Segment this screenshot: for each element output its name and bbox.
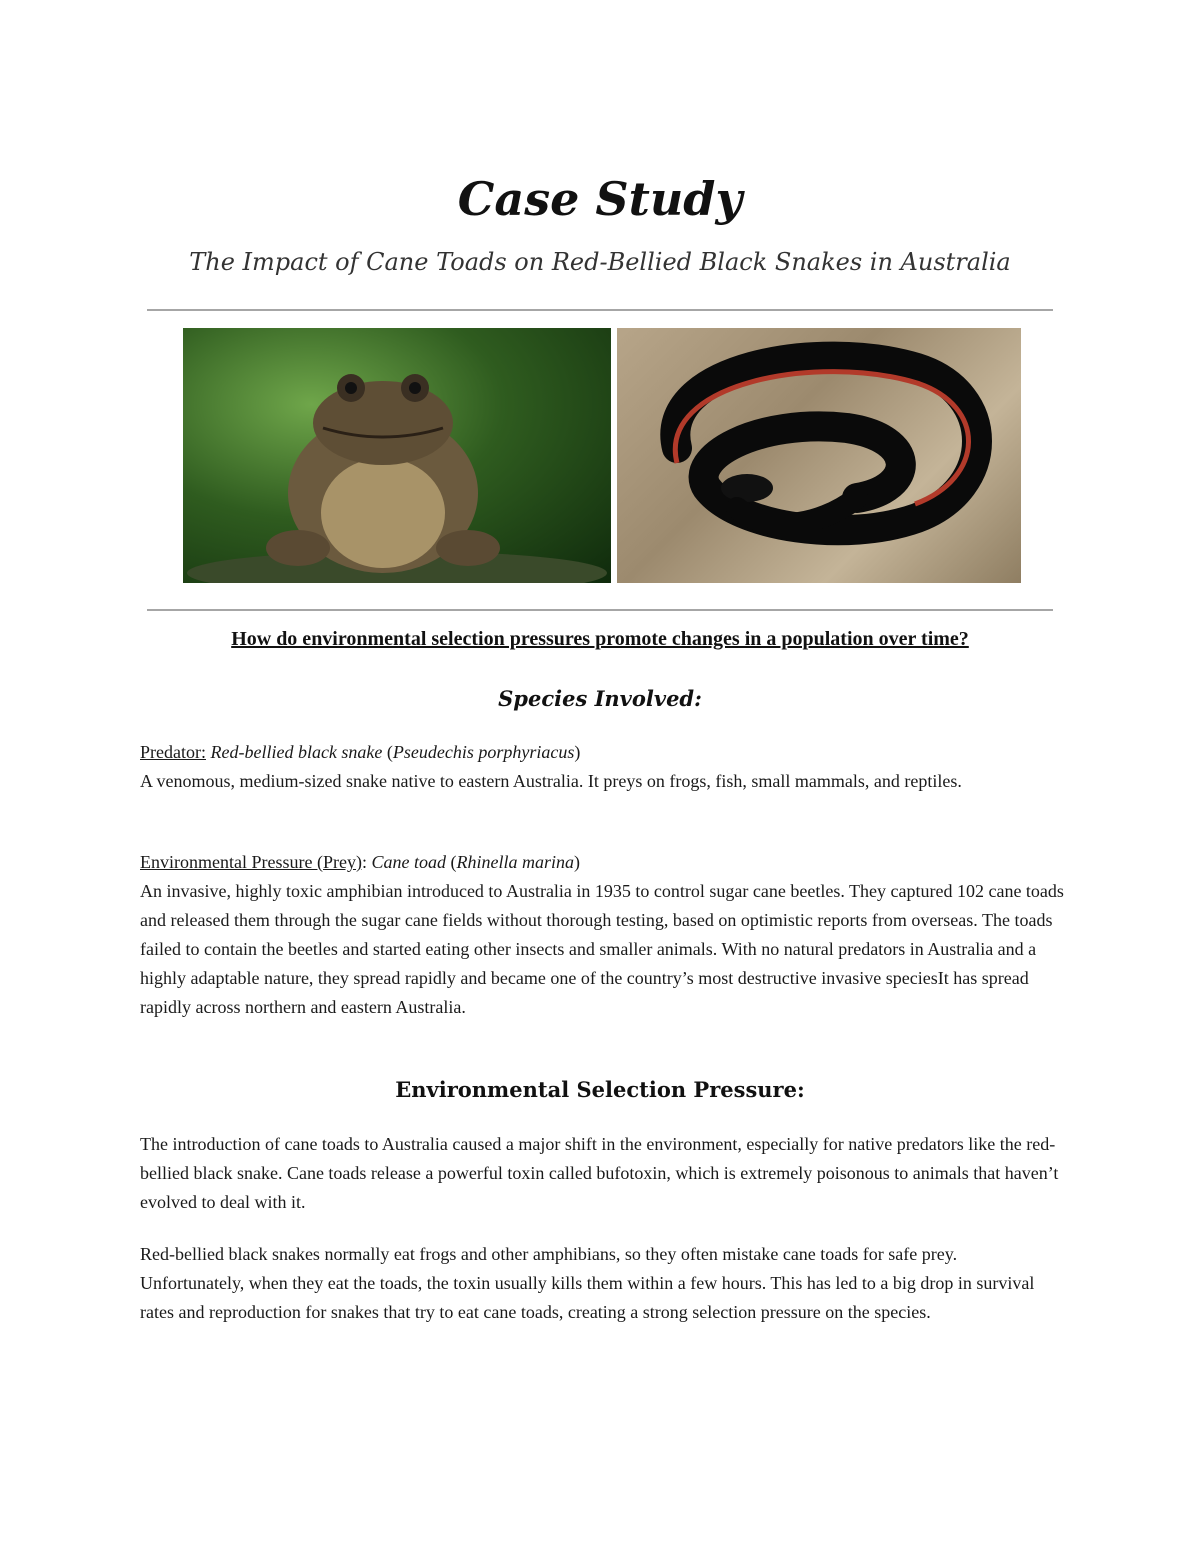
- prey-scientific-name: Rhinella marina: [456, 852, 574, 872]
- pressure-paragraph-2: Red-bellied black snakes normally eat frogs and other amphibians, so they often mistake cane toads for safe prey. Unfortunately, when they eat the toads, the toxin usually kills them within a few hours. This has led to a big drop in survival rates and reproduction for snakes that try to eat cane toads, creating a strong selection pressure on the species.: [140, 1244, 1035, 1322]
- predator-label: Predator:: [140, 742, 206, 762]
- prey-colon: :: [361, 852, 372, 872]
- predator-paragraph: [140, 738, 1065, 796]
- prey-paragraph: [140, 848, 1065, 1022]
- prey-label: Environmental Pressure (Prey): [140, 852, 362, 872]
- prey-close-paren: ): [573, 852, 580, 872]
- predator-common-name: Red-bellied black snake: [210, 742, 383, 762]
- page-title: Case Study: [457, 172, 743, 226]
- predator-scientific-name: Pseudechis porphyriacus: [392, 742, 575, 762]
- prey-description: An invasive, highly toxic amphibian introduced to Australia in 1935 to control sugar cane beetles. They captured 102 cane toads and released them through the sugar cane fields without thorough testing, based on optimistic reports from overseas. The toads failed to contain the beetles and started eating other insects and smaller animals. With no natural predators in Australia and a highly adaptable nature, they spread rapidly and became one of the country’s most destructive invasive speciesIt has spread rapidly across northern and eastern Australia.: [140, 881, 1064, 1017]
- species-heading: Species Involved:: [498, 686, 702, 711]
- cane-toad-photo: [183, 328, 611, 583]
- bottom-divider: [147, 609, 1053, 611]
- prey-open-paren: (: [445, 852, 457, 872]
- pressure-paragraph-1: The introduction of cane toads to Australia caused a major shift in the environment, especially for native predators like the red-bellied black snake. Cane toads release a powerful toxin called bufotoxin, which is extremely poisonous to animals that haven’t evolved to deal with it.: [140, 1134, 1059, 1212]
- page-subtitle: The Impact of Cane Toads on Red-Bellied Black Snakes in Australia: [189, 248, 1011, 276]
- red-bellied-black-snake-photo: [617, 328, 1021, 583]
- predator-close-paren: ): [574, 742, 581, 762]
- pressure-heading: Environmental Selection Pressure:: [395, 1077, 805, 1102]
- prey-common-name: Cane toad: [371, 852, 446, 872]
- predator-open-paren: (: [382, 742, 393, 762]
- top-divider: [147, 309, 1053, 311]
- predator-description: A venomous, medium-sized snake native to eastern Australia. It preys on frogs, fish, small mammals, and reptiles.: [140, 771, 962, 791]
- guiding-question: How do environmental selection pressures promote changes in a population over time?: [231, 628, 969, 650]
